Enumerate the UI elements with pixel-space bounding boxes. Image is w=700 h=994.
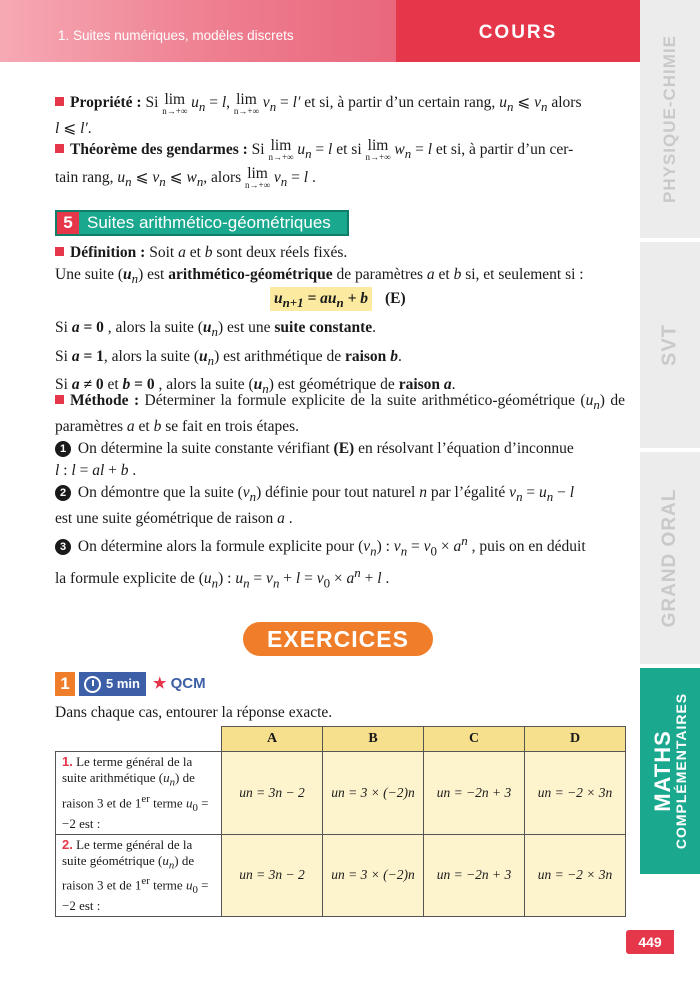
tab-maths-line2: COMPLÉMENTAIRES <box>673 692 690 850</box>
bullet-square-icon <box>55 97 64 106</box>
question-cell: 1. Le terme général de la suite arithmétique $(u_n)$ de raison 3 et de 1er terme $u_0 = -2$ est : <box>56 752 222 835</box>
formula-tag: (E) <box>385 290 406 307</box>
exercise-type-label: QCM <box>170 675 206 692</box>
tab-physique-chimie[interactable] <box>640 0 700 238</box>
propriete-paragraph: Propriété : Si lim n→+∞ $u_n = l$, lim n→+∞ $v_n = l'$ et si, à partir d’un certain rang, $u_n$ ⩽ $v_n$ alors l ⩽ l′. <box>55 91 582 138</box>
gendarmes-paragraph: Théorème des gendarmes : Si lim n→+∞ $u_n = l$ et si lim n→+∞ $w_n = l$ et si, à partir d’un cer- tain rang, $u_n$ ⩽ $v_n$ ⩽ $w_n$, alors lim n→+∞ $v_n = l$ . <box>55 137 574 191</box>
answer-cell-a[interactable]: un = 3n − 2 <box>222 834 323 917</box>
star-icon: ★ <box>153 675 167 692</box>
answer-cell-b[interactable]: un = 3 × (−2)n <box>323 834 424 917</box>
question-cell: 2. Le terme général de la suite géométrique $(u_n)$ de raison 3 et de 1er terme $u_0 = -2$ est : <box>56 834 222 917</box>
table-header-row <box>56 727 626 752</box>
exercise-instruction: Dans chaque cas, entourer la réponse exacte. <box>55 704 333 721</box>
exercises-title: EXERCICES <box>243 622 433 656</box>
answer-cell-a[interactable]: un = 3n − 2 <box>222 752 323 835</box>
tab-svt[interactable] <box>640 242 700 448</box>
answer-cell-c[interactable]: un = −2n + 3 <box>424 752 525 835</box>
clock-icon <box>84 676 101 693</box>
page-number: 449 <box>626 930 674 954</box>
section-number: 5 <box>57 212 79 234</box>
tab-svt-label: SVT <box>658 324 681 366</box>
step-2-icon: 2 <box>55 485 71 501</box>
chapter-banner <box>0 0 396 62</box>
answer-cell-c[interactable]: un = −2n + 3 <box>424 834 525 917</box>
duration-label: 5 min <box>106 676 140 691</box>
exercise-number: 1 <box>55 672 75 696</box>
column-header-b: B <box>323 727 424 752</box>
question-number: 1. <box>62 754 73 769</box>
answer-cell-d[interactable]: un = −2 × 3n <box>525 752 626 835</box>
column-header-c: C <box>424 727 525 752</box>
tab-maths-complementaires[interactable] <box>640 668 700 874</box>
methode-paragraph: Méthode : Déterminer la formule explicite de la suite arithmético-géométrique $(u_n)$ de paramètres a et b se fait en trois étapes. 1 On détermine la suite constante vérifiant (E) en résolvant l’équation d’inconnue l : l = al + b . 2 On démontre que la suite $(v_n)$ définie pour tout naturel n par l’égalité $v_n = u_n - l$ est une suite géométrique de raison a . 3 On détermine alors la formule explicite pour $(v_n)$ : $v_n = v_0 \times a^n$ , puis on en déduit la formule explicite de $(u_n)$ : $u_n = v_n + l = v_0 \times a^n + l$ . <box>55 392 625 591</box>
answer-cell-d[interactable]: un = −2 × 3n <box>525 834 626 917</box>
answer-cell-b[interactable]: un = 3 × (−2)n <box>323 752 424 835</box>
recurrence-formula: $u_{n+1} = au_n + b$ <box>270 287 372 311</box>
step-3-icon: 3 <box>55 539 71 555</box>
column-header-d: D <box>525 727 626 752</box>
qcm-table <box>55 726 626 917</box>
definition-paragraph: Définition : Soit a et b sont deux réels fixés. Une suite $(u_n)$ est arithmético-géométrique de paramètres a et b si, et seulement si : <box>55 244 584 287</box>
tab-physique-chimie-label: PHYSIQUE-CHIMIE <box>660 34 679 204</box>
tab-grand-oral-label: GRAND ORAL <box>659 488 680 628</box>
bullet-square-icon <box>55 144 64 153</box>
tab-maths-label <box>651 693 689 849</box>
step-1-icon: 1 <box>55 441 71 457</box>
propriete-label: Propriété : <box>70 94 142 111</box>
tab-maths-line1: MATHS <box>650 730 676 812</box>
table-row <box>56 752 626 835</box>
tab-grand-oral[interactable] <box>640 452 700 664</box>
section-tag-banner <box>396 0 640 62</box>
definition-label: Définition : <box>70 244 146 261</box>
section-title: Suites arithmético-géométriques <box>87 213 331 232</box>
question-number: 2. <box>62 836 73 852</box>
section-heading <box>55 210 349 236</box>
exercise-type <box>153 674 206 692</box>
side-tab-bar <box>640 0 700 994</box>
gendarmes-label: Théorème des gendarmes : <box>70 141 248 158</box>
column-header-a: A <box>222 727 323 752</box>
table-row <box>56 834 626 917</box>
bullet-square-icon <box>55 247 64 256</box>
cases-paragraph: Si a = 0 , alors la suite $(u_n)$ est une suite constante. Si a = 1, alors la suite $(u_n)$ est arithmétique de raison b. Si a ≠ 0 et b = 0 , alors la suite $(u_n)$ est géométrique de raison a. <box>55 319 456 397</box>
bullet-square-icon <box>55 395 64 404</box>
chapter-title: 1. Suites numériques, modèles discrets <box>58 28 294 43</box>
section-tag: COURS <box>478 22 558 43</box>
duration-badge <box>79 672 146 696</box>
methode-label: Méthode : <box>70 392 140 409</box>
